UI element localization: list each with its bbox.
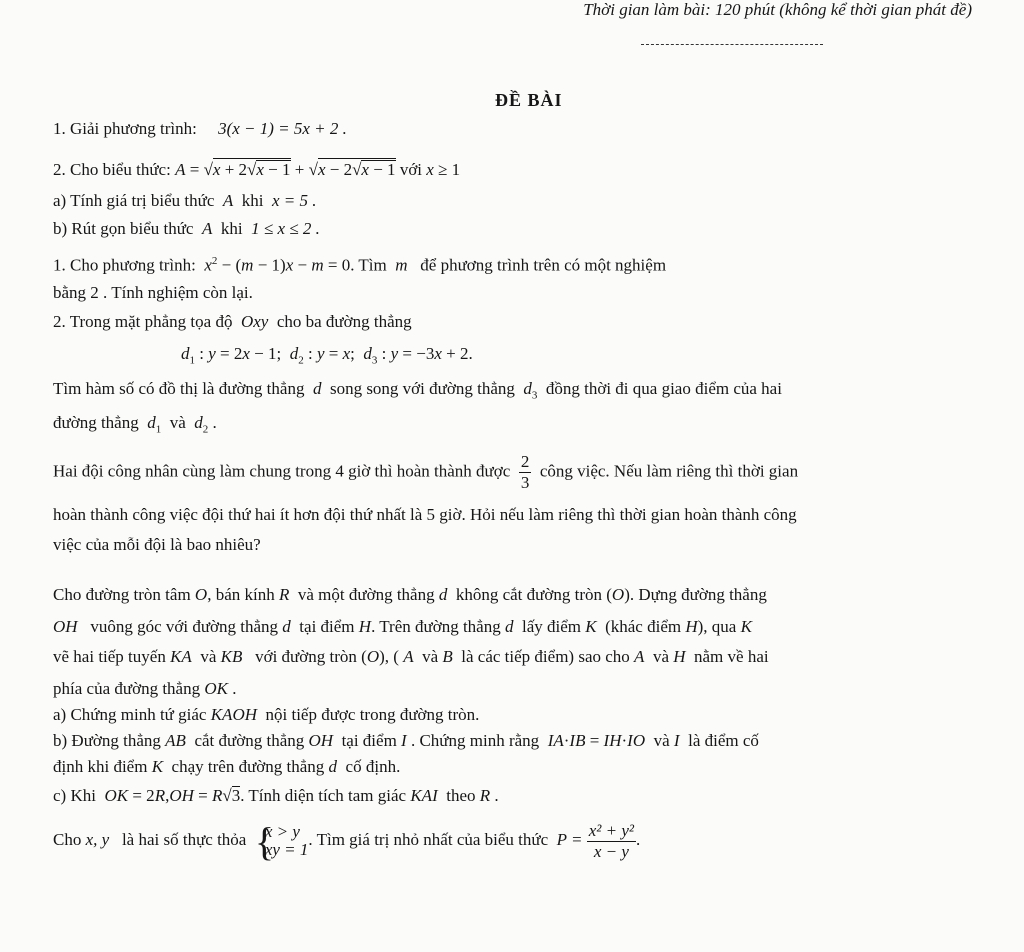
problem-4-c: c) Khi OK = 2R,OH = R√3. Tính diện tích tam giác KAI theo R .: [53, 786, 499, 805]
text: vuông góc với đường thẳng: [90, 617, 279, 636]
math: x = 5 .: [272, 191, 317, 210]
text: để phương trình trên có một nghiệm: [420, 255, 667, 275]
text: b) Rút gọn biểu thức: [53, 219, 194, 238]
text: , bán kính: [207, 585, 275, 604]
text: là các tiếp điểm) sao cho: [461, 647, 630, 666]
fraction: [519, 452, 532, 493]
system-row-2: xy = 1: [264, 840, 309, 860]
text: và: [200, 647, 217, 666]
expr-num: x² + y²: [588, 820, 634, 840]
text: đồng thời đi qua giao điểm của hai: [545, 379, 782, 398]
exam-title: ĐỀ BÀI: [495, 90, 563, 110]
problem-2-line-3: 2. Trong mặt phẳng tọa độ Oxy cho ba đường thẳng: [53, 312, 412, 331]
text: , (: [384, 647, 399, 666]
text: 1. Cho phương trình:: [53, 255, 196, 275]
system-row-1: x > y: [264, 822, 300, 842]
expr-lhs: P =: [556, 830, 583, 849]
problem-4-line-2: OH vuông góc với đường thẳng d tại điểm H. Trên đường thẳng d lấy điểm K (khác điểm H), qua K: [53, 617, 752, 636]
problem-5-line-1: Cho x, y là hai số thực thỏa { x > y xy = 1 . Tìm giá trị nhỏ nhất của biểu thức P = $\frac{\text{x² + y²}}{x - y}$ .: [53, 819, 641, 865]
header-divider: [641, 44, 823, 45]
problem-4-line-4: phía của đường thẳng OK .: [53, 679, 237, 698]
text: chạy trên đường thẳng: [171, 757, 325, 776]
text: đường thẳng: [53, 413, 139, 432]
text: Hai đội công nhân cùng làm chung trong 4 giờ thì hoàn thành được: [53, 461, 511, 481]
problem-3-line-2: hoàn thành công việc đội thứ hai ít hơn đội thứ nhất là 5 giờ. Hỏi nếu làm riêng thì thời gian hoàn thành công: [53, 505, 797, 524]
text: cho ba đường thẳng: [276, 312, 412, 331]
problem-3-line-1: [53, 452, 798, 493]
problem-1-a: a) Tính giá trị biểu thức A khi x = 5 .: [53, 191, 317, 210]
math: 1 ≤ x ≤ 2 .: [251, 219, 320, 238]
text: và: [169, 413, 186, 432]
problem-4-line-1: Cho đường tròn tâm O, bán kính R và một đường thẳng d không cắt đường tròn (O). Dựng đường thẳng: [53, 585, 767, 604]
text: 2. Trong mặt phẳng tọa độ: [53, 312, 233, 331]
text: b) Đường thẳng: [53, 731, 161, 750]
text: khi: [220, 219, 243, 238]
text: và: [652, 647, 669, 666]
problem-1-b: b) Rút gọn biểu thức A khi 1 ≤ x ≤ 2 .: [53, 219, 320, 238]
text: khi: [241, 191, 264, 210]
text: a) Tính giá trị biểu thức: [53, 191, 215, 210]
text: vẽ hai tiếp tuyến: [53, 647, 166, 666]
text: nằm về hai: [694, 647, 769, 666]
text: cắt đường thẳng: [194, 731, 305, 750]
fraction-num: 2: [520, 452, 530, 471]
text: . Dựng đường thẳng: [629, 585, 767, 604]
text: . Tính diện tích tam giác: [240, 786, 407, 805]
problem-4-a: a) Chứng minh tứ giác KAOH nội tiếp được trong đường tròn.: [53, 705, 480, 724]
problem-4-b: b) Đường thẳng AB cắt đường thẳng OH tại điểm I . Chứng minh rằng IA·IB = IH·IO và I là điểm cố: [53, 731, 759, 750]
text: và: [422, 647, 439, 666]
text: là hai số thực thỏa: [121, 830, 247, 849]
text: . Chứng minh rằng: [410, 731, 540, 750]
problem-1-line-1: [53, 119, 347, 139]
condition-label: với: [399, 160, 423, 179]
equation-system: { x > y xy = 1: [254, 819, 309, 865]
text: Cho đường tròn tâm: [53, 585, 191, 604]
expr-den: x − y: [593, 841, 629, 861]
problem-2-line-2: bằng 2 . Tính nghiệm còn lại.: [53, 283, 253, 302]
problem-2-line-5: Tìm hàm số có đồ thị là đường thẳng d song song với đường thẳng $d_3$ đồng thời đi qua giao điểm của hai: [53, 379, 782, 402]
problem-2-lines-eq: $d_1$ : y = 2x − 1; $d_2$ : y = x; $d_3$ : y = −3x + 2.: [181, 344, 473, 367]
exam-time-note: Thời gian làm bài: 120 phút (không kể thời gian phát đề): [583, 0, 972, 19]
text: công việc. Nếu làm riêng thì thời gian: [539, 461, 799, 481]
text: theo: [446, 786, 476, 805]
equation: 3(x − 1) = 5x + 2 .: [218, 119, 347, 138]
text: định khi điểm: [53, 757, 148, 776]
problem-3-line-3: việc của mỗi đội là bao nhiêu?: [53, 535, 261, 554]
label: 2. Cho biểu thức:: [53, 160, 171, 179]
label: 1. Giải phương trình:: [53, 119, 197, 138]
text: . Tìm: [350, 255, 387, 275]
text: và: [653, 731, 670, 750]
text: ), qua: [697, 617, 737, 636]
text: không cắt đường tròn: [455, 585, 602, 604]
text: cố định.: [345, 757, 401, 776]
text: (khác điểm: [605, 617, 682, 636]
text: . Tìm giá trị nhỏ nhất của biểu thức: [308, 830, 549, 849]
text: Cho: [53, 830, 82, 849]
text: phía của đường thẳng: [53, 679, 201, 698]
fraction-den: 3: [520, 473, 530, 492]
problem-2-line-1: 1. Cho phương trình: $x^2 - (m - 1)x - m = 0$. Tìm m để phương trình trên có một nghiệm: [53, 255, 667, 275]
problem-4-b-cont: định khi điểm K chạy trên đường thẳng d cố định.: [53, 757, 401, 776]
text: Tìm hàm số có đồ thị là đường thẳng: [53, 379, 305, 398]
problem-1-line-2: 2. Cho biểu thức: A = √x + 2√x − 1 + √x − 2√x − 1 với x ≥ 1: [53, 160, 461, 179]
text: song song với đường thẳng: [329, 379, 515, 398]
text: với đường tròn: [255, 647, 357, 666]
text: tại điểm: [299, 617, 355, 636]
text: và một đường thẳng: [297, 585, 435, 604]
text: . Trên đường thẳng: [371, 617, 501, 636]
text: tại điểm: [341, 731, 397, 750]
text: a) Chứng minh tứ giác: [53, 705, 207, 724]
problem-4-line-3: vẽ hai tiếp tuyến KA và KB với đường tròn (O), ( A và B là các tiếp điểm) sao cho A và H nằm về hai: [53, 647, 769, 666]
problem-2-line-6: đường thẳng $d_1$ và $d_2$ .: [53, 413, 217, 436]
text: lấy điểm: [521, 617, 581, 636]
text: c) Khi: [53, 786, 96, 805]
text: là điểm cố: [688, 731, 759, 750]
expr-fraction: [587, 821, 636, 862]
text: nội tiếp được trong đường tròn.: [265, 705, 480, 724]
